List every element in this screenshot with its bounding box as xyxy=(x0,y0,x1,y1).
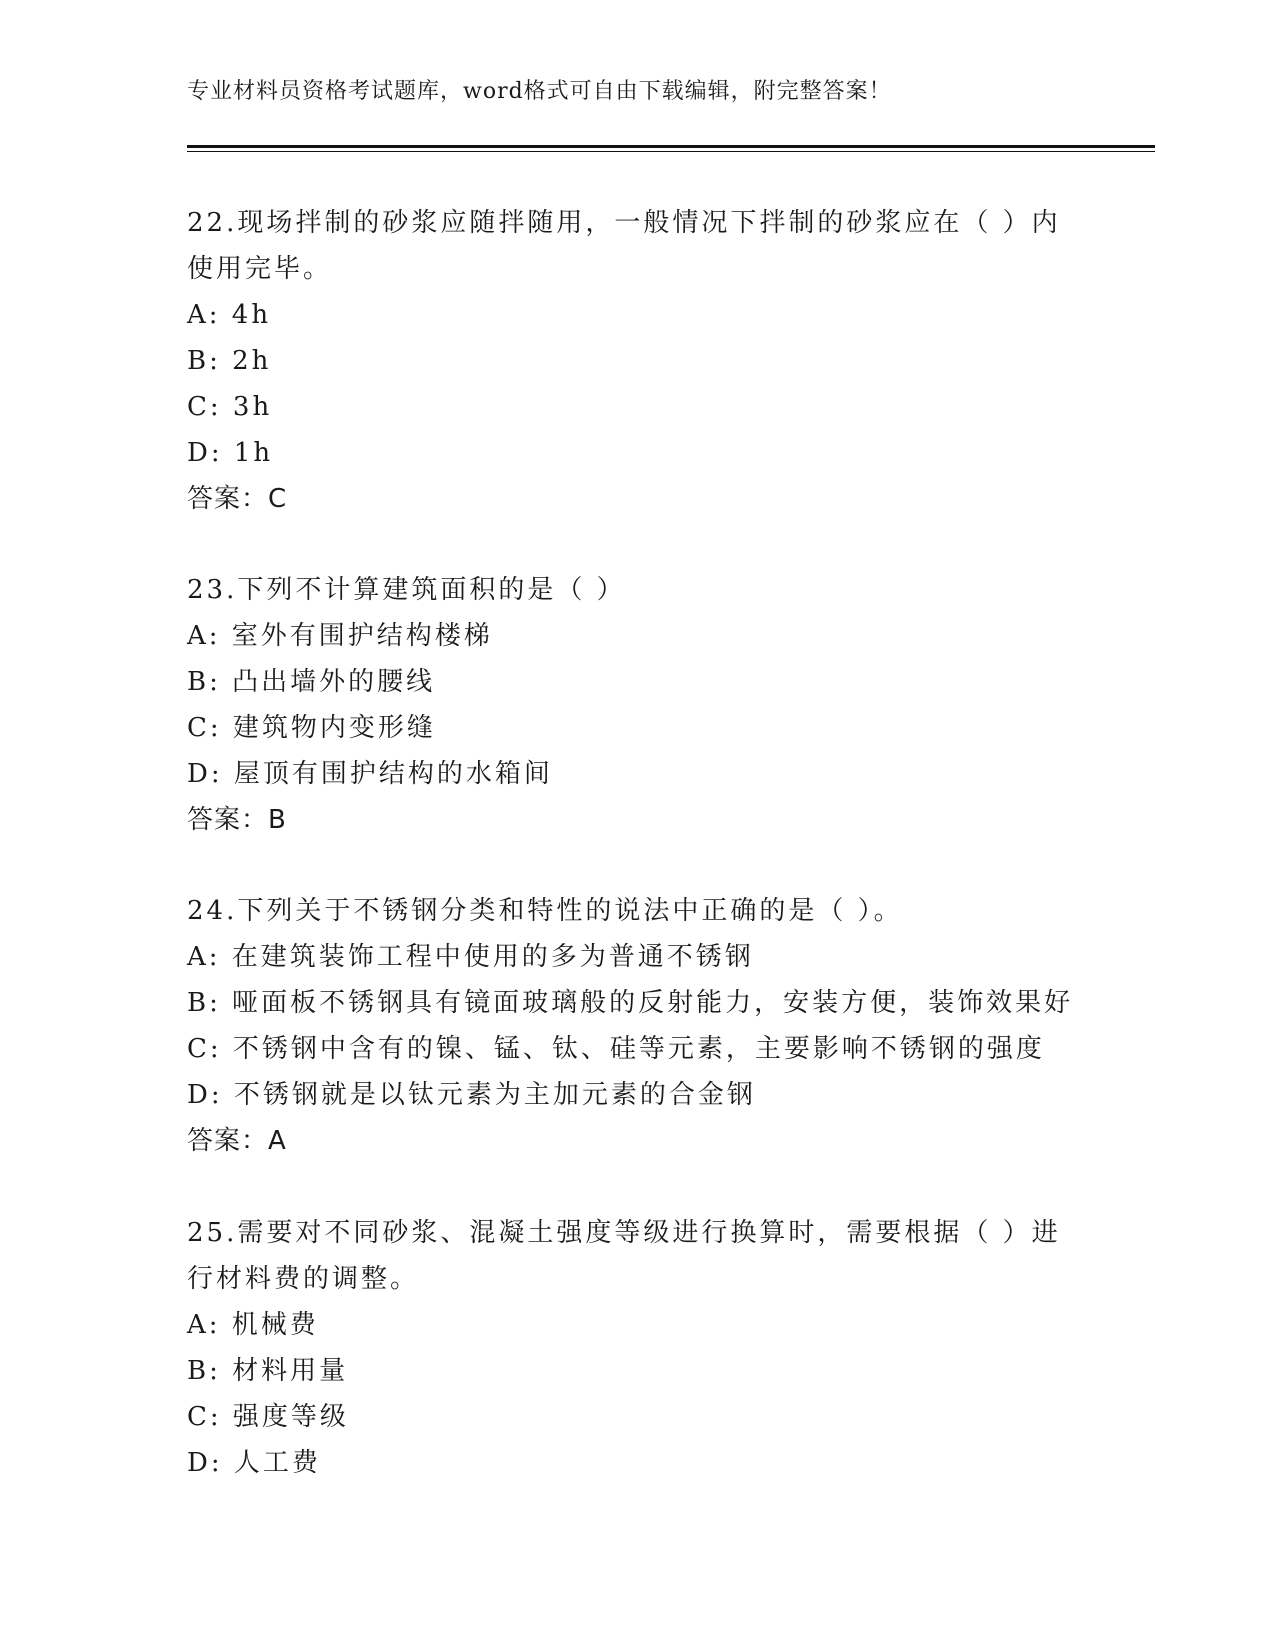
page-header: 专业材料员资格考试题库，word格式可自由下载编辑，附完整答案！ xyxy=(187,79,892,104)
option-c: C: 强度等级 xyxy=(187,1402,349,1432)
option-d: D: 1h xyxy=(187,438,274,468)
option-a: A: 室外有围护结构楼梯 xyxy=(187,621,493,651)
question-25 xyxy=(187,1210,1087,1486)
option-d: D: 不锈钢就是以钛元素为主加元素的合金钢 xyxy=(187,1080,756,1110)
question-24 xyxy=(187,888,1087,1164)
question-stem: 24.下列关于不锈钢分类和特性的说法中正确的是（ ）。 xyxy=(187,896,903,926)
option-a: A: 机械费 xyxy=(187,1310,319,1340)
question-stem: 25.需要对不同砂浆、混凝土强度等级进行换算时，需要根据（ ）进 xyxy=(187,1218,1061,1248)
answer: 答案：C xyxy=(187,484,288,514)
answer: 答案：B xyxy=(187,805,287,835)
question-stem: 使用完毕。 xyxy=(187,254,333,284)
option-c: C: 3h xyxy=(187,392,273,422)
header-rule-thick xyxy=(187,145,1155,148)
header-rule-thin xyxy=(187,151,1155,152)
answer: 答案：A xyxy=(187,1126,287,1156)
question-stem: 行材料费的调整。 xyxy=(187,1264,420,1294)
question-stem: 23.下列不计算建筑面积的是（ ） xyxy=(187,575,626,605)
option-b: B: 材料用量 xyxy=(187,1356,349,1386)
question-23 xyxy=(187,567,1087,843)
option-a: A: 4h xyxy=(187,300,272,330)
option-b: B: 凸出墙外的腰线 xyxy=(187,667,436,697)
question-stem: 22.现场拌制的砂浆应随拌随用，一般情况下拌制的砂浆应在（ ）内 xyxy=(187,208,1061,238)
option-d: D: 人工费 xyxy=(187,1448,321,1478)
option-b: B: 2h xyxy=(187,346,272,376)
option-b: B: 哑面板不锈钢具有镜面玻璃般的反射能力，安装方便，装饰效果好 xyxy=(187,988,1074,1018)
question-22 xyxy=(187,200,1087,522)
option-d: D: 屋顶有围护结构的水箱间 xyxy=(187,759,553,789)
option-a: A: 在建筑装饰工程中使用的多为普通不锈钢 xyxy=(187,942,754,972)
option-c: C: 建筑物内变形缝 xyxy=(187,713,436,743)
option-c: C: 不锈钢中含有的镍、锰、钛、硅等元素，主要影响不锈钢的强度 xyxy=(187,1034,1045,1064)
